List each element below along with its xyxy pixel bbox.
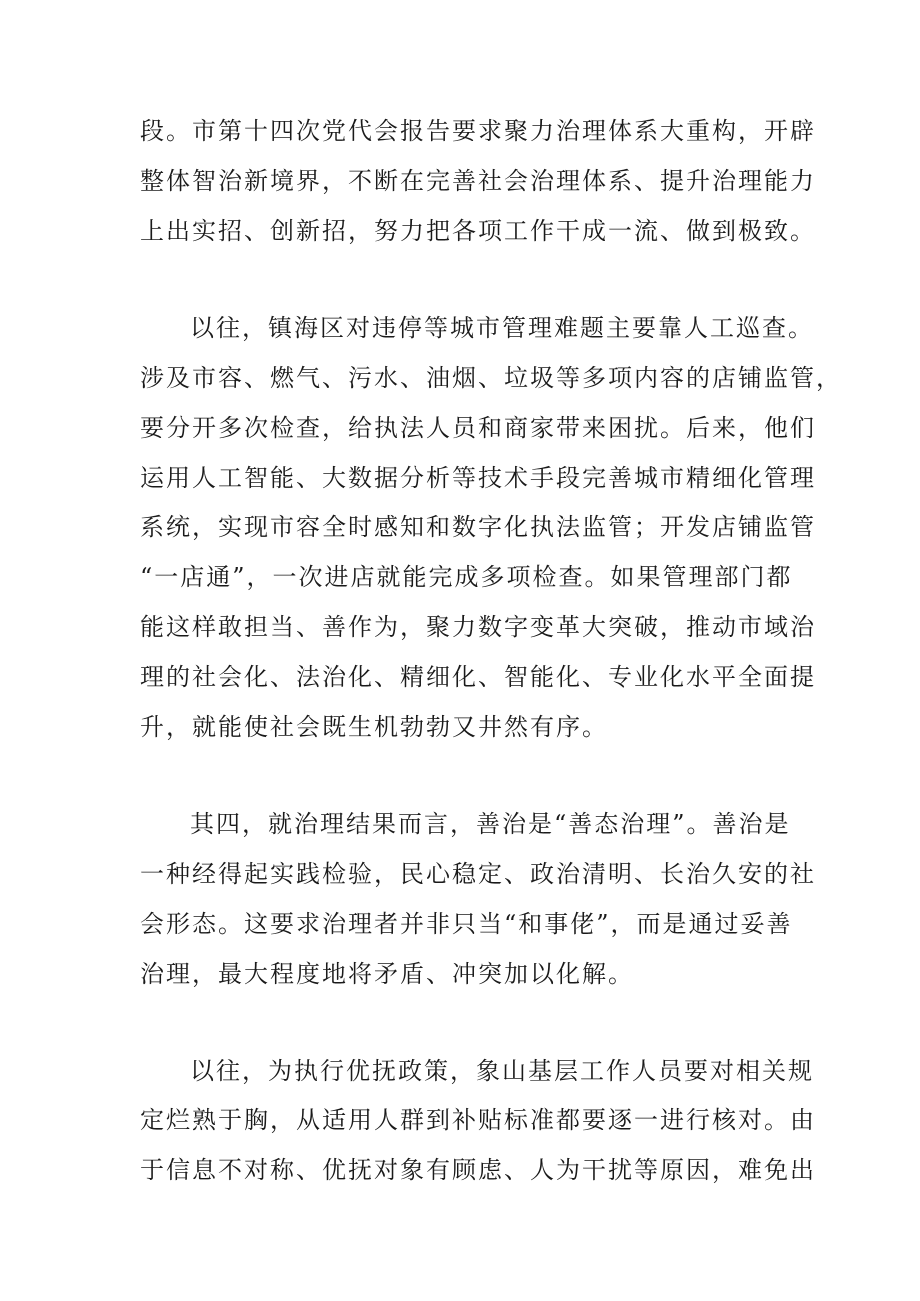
paragraph-2-line-9: 升，就能使社会既生机勃勃又井然有序。	[140, 713, 608, 741]
paragraph-3-line-4: 治理，最大程度地将矛盾、冲突加以化解。	[140, 960, 634, 988]
paragraph-4-line-2: 定烂熟于胸，从适用人群到补贴标准都要逐一进行核对。由	[140, 1106, 816, 1134]
paragraph-2-line-5: 系统，实现市容全时感知和数字化执法监管；开发店铺监管	[140, 513, 816, 541]
paragraph-1-line-3: 上出实招、创新招，努力把各项工作干成一流、做到极致。	[140, 217, 816, 245]
paragraph-3-line-1: 其四，就治理结果而言，善治是“善态治理”。善治是	[190, 810, 791, 838]
paragraph-2-line-1: 以往，镇海区对违停等城市管理难题主要靠人工巡查。	[190, 314, 814, 342]
paragraph-1-line-2: 整体智治新境界，不断在完善社会治理体系、提升治理能力	[140, 167, 816, 195]
paragraph-4-line-3: 于信息不对称、优抚对象有顾虑、人为干扰等原因，难免出	[140, 1156, 816, 1184]
paragraph-2-line-3: 要分开多次检查，给执法人员和商家带来困扰。后来，他们	[140, 414, 816, 442]
paragraph-4-line-1: 以往，为执行优抚政策，象山基层工作人员要对相关规	[190, 1057, 814, 1085]
paragraph-2-line-6: “一店通”，一次进店就能完成多项检查。如果管理部门都	[140, 563, 793, 591]
paragraph-2-line-2: 涉及市容、燃气、污水、油烟、垃圾等多项内容的店铺监管，	[140, 364, 842, 392]
paragraph-3-line-2: 一种经得起实践检验，民心稳定、政治清明、长治久安的社	[140, 860, 816, 888]
paragraph-2-line-7: 能这样敢担当、善作为，聚力数字变革大突破，推动市域治	[140, 613, 816, 641]
paragraph-2-line-4: 运用人工智能、大数据分析等技术手段完善城市精细化管理	[140, 464, 816, 492]
paragraph-2-line-8: 理的社会化、法治化、精细化、智能化、专业化水平全面提	[140, 663, 816, 691]
paragraph-1-line-1: 段。市第十四次党代会报告要求聚力治理体系大重构，开辟	[140, 117, 816, 145]
paragraph-3-line-3: 会形态。这要求治理者并非只当“和事佬”，而是通过妥善	[140, 910, 793, 938]
